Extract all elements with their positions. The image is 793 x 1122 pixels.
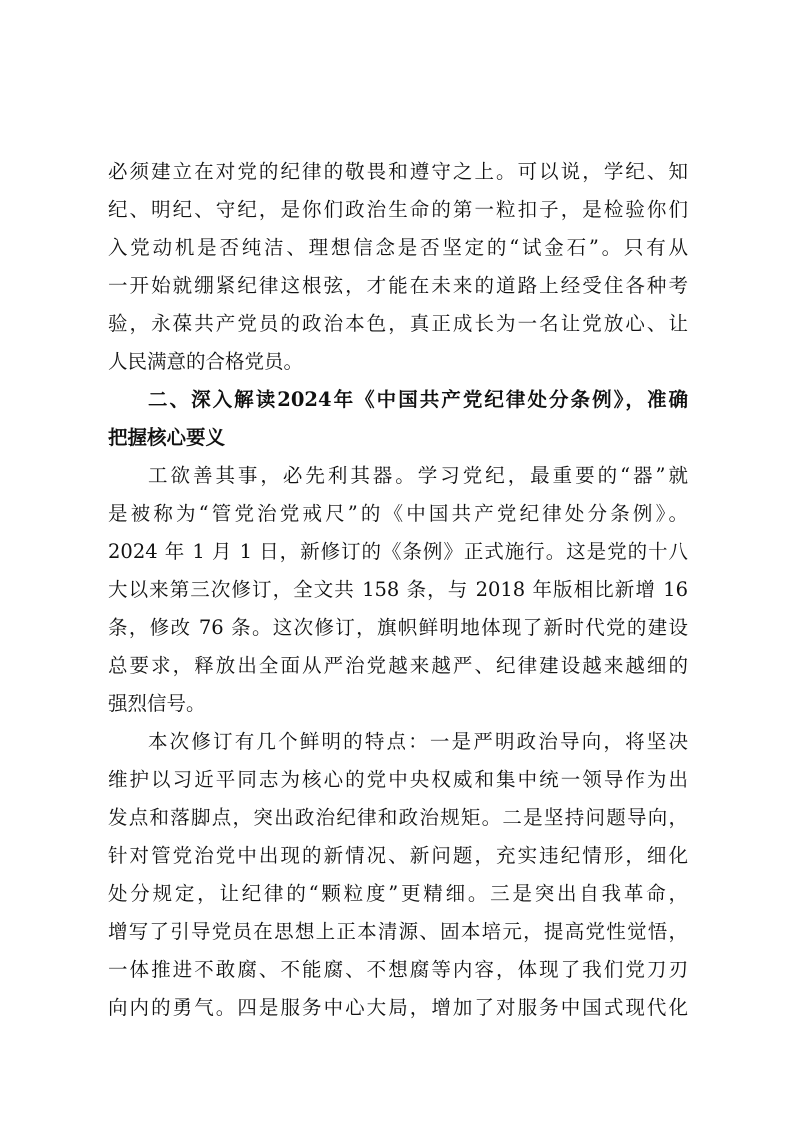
text-line: 纪、明纪、守纪，是你们政治生命的第一粒扣子，是检验你们 [108, 198, 688, 221]
text-line: 本次修订有几个鲜明的特点：一是严明政治导向，将坚决 [148, 730, 688, 753]
text-line: 向内的勇气。四是服务中心大局，增加了对服务中国式现代化 [108, 996, 688, 1019]
text-line: 一开始就绷紧纪律这根弦，才能在未来的道路上经受住各种考 [108, 274, 688, 297]
section-heading [108, 381, 688, 457]
text-line: 维护以习近平同志为核心的党中央权威和集中统一领导作为出 [108, 768, 688, 791]
paragraph-revision-features [108, 723, 688, 1027]
heading-line: 把握核心要义 [108, 426, 226, 449]
text-line: 验，永葆共产党员的政治本色，真正成长为一名让党放心、让 [108, 312, 688, 335]
paragraph-regulation-intro [108, 457, 688, 723]
heading-line: 二、深入解读2024年《中国共产党纪律处分条例》，准确 [148, 388, 688, 411]
paragraph-continuation [108, 153, 688, 381]
text-line: 工欲善其事，必先利其器。学习党纪，最重要的“器”就 [148, 464, 688, 487]
text-line: 一体推进不敢腐、不能腐、不想腐等内容，体现了我们党刀刃 [108, 958, 688, 981]
text-line: 2024 年 1 月 1 日，新修订的《条例》正式施行。这是党的十八 [108, 540, 688, 563]
text-line: 增写了引导党员在思想上正本清源、固本培元，提高党性觉悟， [108, 920, 688, 943]
text-line: 人民满意的合格党员。 [108, 350, 304, 373]
text-line: 条，修改 76 条。这次修订，旗帜鲜明地体现了新时代党的建设 [108, 616, 688, 639]
text-line: 处分规定，让纪律的“颗粒度”更精细。三是突出自我革命， [108, 882, 688, 905]
document-page [108, 153, 688, 1027]
text-line: 入党动机是否纯洁、理想信念是否坚定的“试金石”。只有从 [108, 236, 688, 259]
text-line: 总要求，释放出全面从严治党越来越严、纪律建设越来越细的 [108, 654, 688, 677]
text-line: 大以来第三次修订，全文共 158 条，与 2018 年版相比新增 16 [108, 578, 688, 601]
text-line: 必须建立在对党的纪律的敬畏和遵守之上。可以说，学纪、知 [108, 160, 688, 183]
text-line: 发点和落脚点，突出政治纪律和政治规矩。二是坚持问题导向， [108, 806, 688, 829]
text-line: 强烈信号。 [108, 692, 206, 715]
text-line: 针对管党治党中出现的新情况、新问题，充实违纪情形，细化 [108, 844, 688, 867]
text-line: 是被称为“管党治党戒尺”的《中国共产党纪律处分条例》。 [108, 502, 688, 525]
